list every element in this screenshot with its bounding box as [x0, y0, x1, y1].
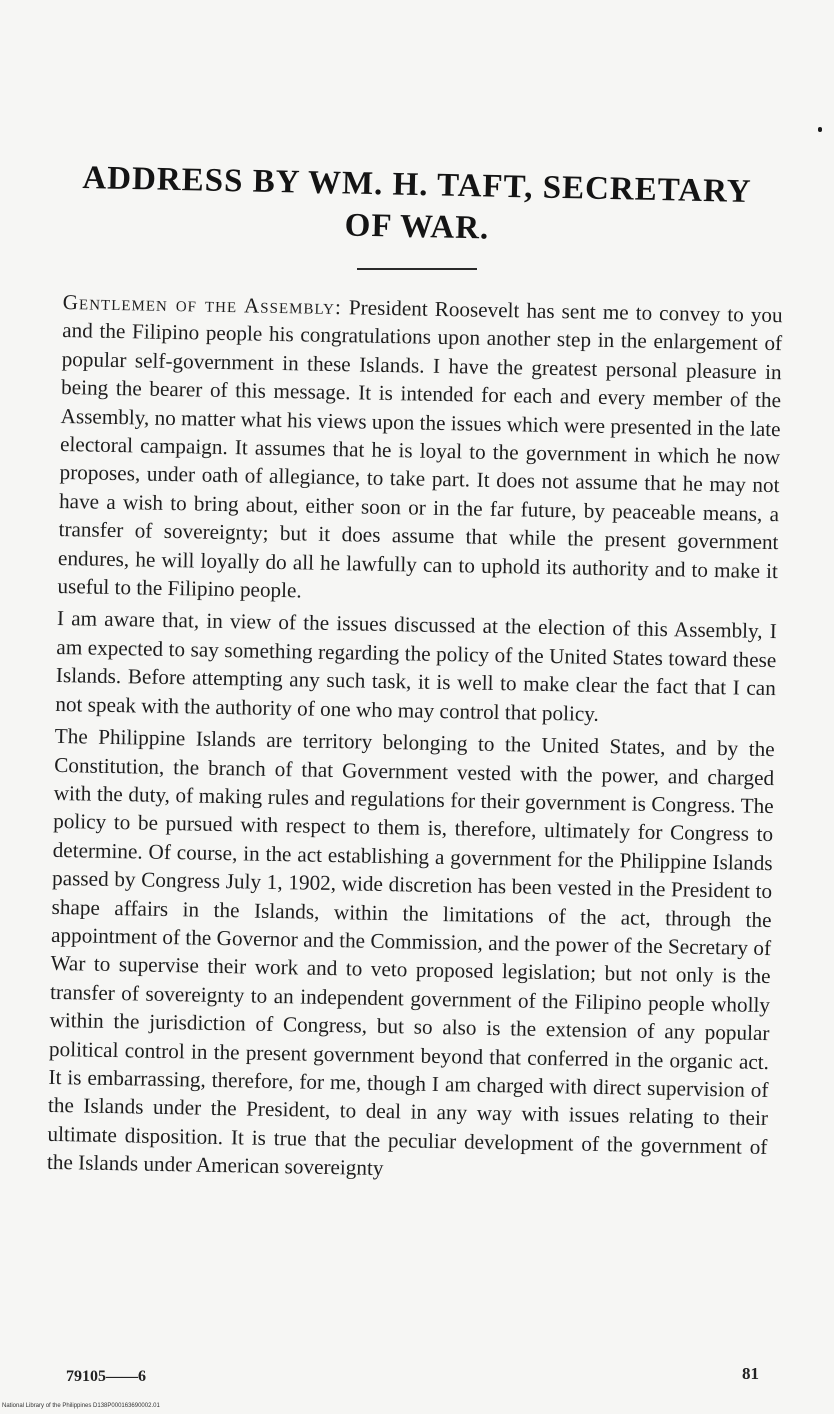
- ink-speck: [818, 127, 822, 132]
- salutation: Gentlemen of the Assembly:: [62, 289, 343, 320]
- library-credit: National Library of the Philippines D138P000163690002.01: [2, 1403, 160, 1409]
- paragraph-2: I am aware that, in view of the issues discussed at the election of this Assembly, I am expected to say something regarding the policy of the United States toward these Islands. Before attempting any such task, it is well to make clear the fact that I can not speak with the authority of one who may control that policy.: [55, 606, 778, 726]
- title-divider: [357, 268, 477, 270]
- title-line-1: ADDRESS BY WM. H. TAFT, SECRETARY: [82, 159, 752, 211]
- paragraph-3: The Philippine Islands are territory belonging to the United States, and by the Constitution, the branch of that Government vested with the power, and charged with the duty, of making rules and regulations for their government is Congress. The policy to be pursued with respect to them is, therefore, ultimately for Congress to determine. Of course, in the act establishing a government for the Philippine Islands passed by Congress July 1, 1902, wide discretion has been vested in the President to shape affairs in the Islands, within the limitations of the act, through the appointment of the Governor and the Commission, and the power of the Secretary of War to supervise their work and to veto proposed legislation; but not only is the transfer of sovereignty to an independent government of the Filipino people wholly within the jurisdiction of Congress, but so also is the extension of any popular political control in the present government beyond that conferred in the organic act. It is embarrassing, therefore, for me, though I am charged with direct supervision of the Islands under the President, to deal in any way with issues relating to their ultimate disposition. It is true that the peculiar development of the government of the Islands under American sovereignty: [46, 724, 775, 1181]
- title-line-2: OF WAR.: [344, 207, 490, 247]
- paragraph-1: [57, 288, 783, 614]
- printer-mark: 79105——6: [66, 1368, 146, 1385]
- body-text: [47, 288, 783, 1194]
- page-number: 81: [742, 1364, 759, 1383]
- paragraph-1-text: President Roosevelt has sent me to convey to you and the Filipino people his congratulations upon another step in the enlargement of popular self-government in these Islands. I have the greatest personal pleasure in being the bearer of this message. It is intended for each and every member of the Assembly, no matter what his views upon the issues which were presented in the late electoral campaign. It assumes that he is loyal to the government in which he now proposes, under oath of allegiance, to take part. It does not assume that he may not have a wish to bring about, either soon or in the far future, by peaceable means, a transfer of sovereignty; but it does assume that while the present government endures, he will loyally do all he lawfully can to uphold its authority and to make it useful to the Filipino people.: [57, 295, 783, 603]
